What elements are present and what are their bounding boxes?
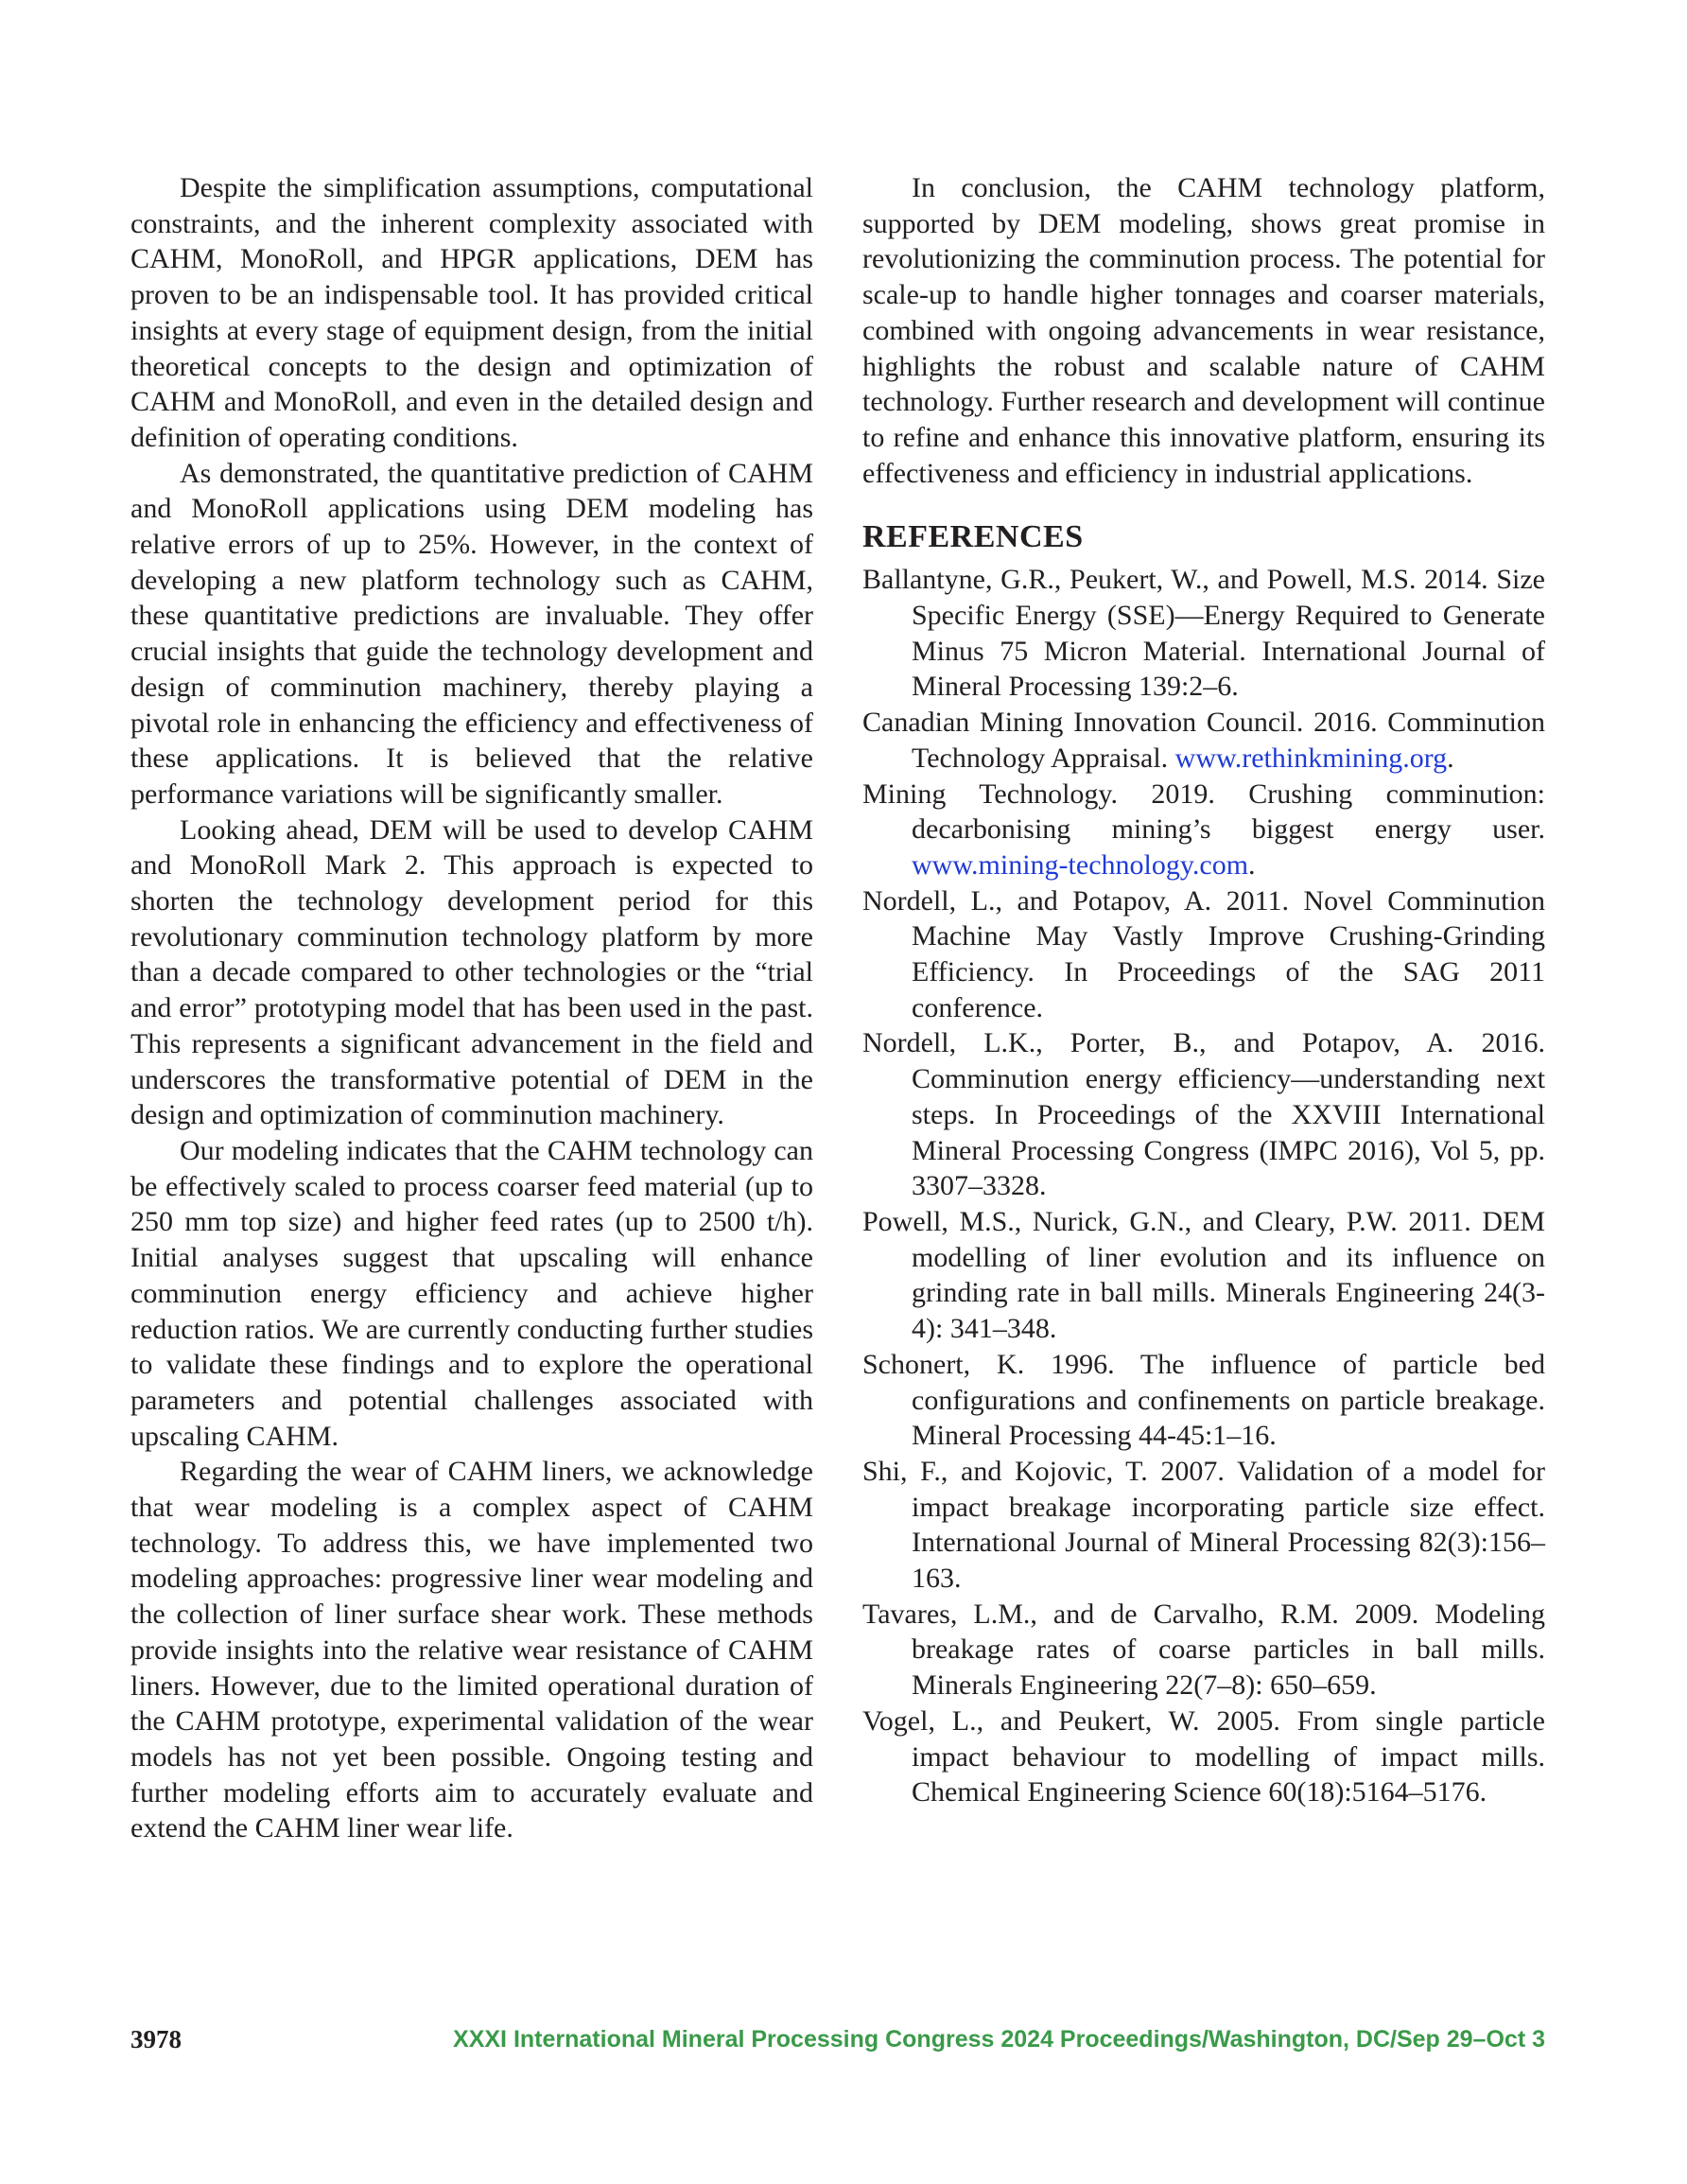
running-head: XXXI International Mineral Processing Congress 2024 Proceedings/Washington, DC/Sep 29–Oct 3	[453, 2026, 1545, 2053]
body-paragraph: Our modeling indicates that the CAHM technology can be effectively scaled to process coarser feed material (up to 250 mm top size) and higher feed rates (up to 2500 t/h). Initial analyses suggest that upscaling will enhance comminution energy efficiency and achieve higher reduction ratios. We are currently conducting further studies to validate these findings and to explore the operational parameters and potential challenges associated with upscaling CAHM.	[130, 1134, 813, 1452]
right-column	[862, 170, 1545, 1810]
body-paragraph: As demonstrated, the quantitative prediction of CAHM and MonoRoll applications using DEM modeling has relative errors of up to 25%. However, in the context of developing a new platform technology such as CAHM, these quantitative predictions are invaluable. They offer crucial insights that guide the technology development and design of comminution machinery, thereby playing a pivotal role in enhancing the efficiency and effectiveness of these applications. It is believed that the relative performance variations will be significantly smaller.	[130, 457, 813, 810]
body-paragraph: Looking ahead, DEM will be used to develop CAHM and MonoRoll Mark 2. This approach is expected to shorten the technology development period for this revolutionary comminution technology platform by more than a decade compared to other technologies or the “trial and error” prototyping model that has been used in the past. This represents a significant advancement in the field and underscores the transformative potential of DEM in the design and optimization of comminution machinery.	[130, 813, 813, 1131]
references-heading: REFERENCES	[862, 519, 1084, 555]
body-paragraph: Despite the simplification assumptions, computational constraints, and the inherent complexity associated with CAHM, MonoRoll, and HPGR applications, DEM has proven to be an indispensable tool. It has provided critical insights at every stage of equipment design, from the initial theoretical concepts to the design and optimization of CAHM and MonoRoll, and even in the detailed design and definition of operating conditions.	[130, 172, 813, 453]
conclusion-paragraph: In conclusion, the CAHM technology platform, supported by DEM modeling, shows great promise in revolutionizing the comminution process. The potential for scale-up to handle higher tonnages and coarser materials, combined with ongoing advancements in wear resistance, highlights the robust and scalable nature of CAHM technology. Further research and development will continue to refine and enhance this innovative platform, ensuring its effectiveness and efficiency in industrial applications.	[862, 172, 1545, 489]
reference-item: Nordell, L., and Potapov, A. 2011. Novel Comminution Machine May Vastly Improve Crushing-Grinding Efficiency. In Proceedings of the SAG 2011 conference.	[862, 884, 1545, 1023]
reference-item: Powell, M.S., Nurick, G.N., and Cleary, P.W. 2011. DEM modelling of liner evolution and its influence on grinding rate in ball mills. Minerals Engineering 24(3-4): 341–348.	[862, 1205, 1545, 1345]
reference-link[interactable]: www.mining-technology.com	[912, 848, 1249, 881]
body-paragraph: Regarding the wear of CAHM liners, we acknowledge that wear modeling is a complex aspect of CAHM technology. To address this, we have implemented two modeling approaches: progressive liner wear modeling and the collection of liner surface shear work. These methods provide insights into the relative wear resistance of CAHM liners. However, due to the limited operational duration of the CAHM prototype, experimental validation of the wear models has not yet been possible. Ongoing testing and further modeling efforts aim to accurately evaluate and extend the CAHM liner wear life.	[130, 1456, 813, 1844]
reference-item: Canadian Mining Innovation Council. 2016. Comminution Technology Appraisal. www.rethinkmining.org.	[862, 707, 1545, 774]
page-footer	[130, 2020, 1545, 2058]
reference-item: Vogel, L., and Peukert, W. 2005. From single particle impact behaviour to modelling of impact mills. Chemical Engineering Science 60(18):5164–5176.	[862, 1704, 1545, 1808]
page-number: 3978	[130, 2025, 182, 2053]
references-list	[862, 562, 1545, 1810]
reference-item: Mining Technology. 2019. Crushing comminution: decarbonising mining’s biggest energy user. www.mining-technology.com.	[862, 778, 1545, 881]
reference-item: Nordell, L.K., Porter, B., and Potapov, A. 2016. Comminution energy efficiency—understanding next steps. In Proceedings of the XXVIII International Mineral Processing Congress (IMPC 2016), Vol 5, pp. 3307–3328.	[862, 1027, 1545, 1202]
reference-item: Shi, F., and Kojovic, T. 2007. Validation of a model for impact breakage incorporating particle size effect. International Journal of Mineral Processing 82(3):156–163.	[862, 1455, 1545, 1595]
reference-item: Schonert, K. 1996. The influence of particle bed configurations and confinements on particle breakage. Mineral Processing 44-45:1–16.	[862, 1348, 1545, 1452]
left-column	[130, 170, 813, 1846]
reference-link[interactable]: www.rethinkmining.org	[1174, 742, 1448, 774]
reference-item: Ballantyne, G.R., Peukert, W., and Powell, M.S. 2014. Size Specific Energy (SSE)—Energy Required to Generate Minus 75 Micron Material. International Journal of Mineral Processing 139:2–6.	[862, 564, 1545, 703]
reference-item: Tavares, L.M., and de Carvalho, R.M. 2009. Modeling breakage rates of coarse particles in ball mills. Minerals Engineering 22(7–8): 650–659.	[862, 1598, 1545, 1702]
